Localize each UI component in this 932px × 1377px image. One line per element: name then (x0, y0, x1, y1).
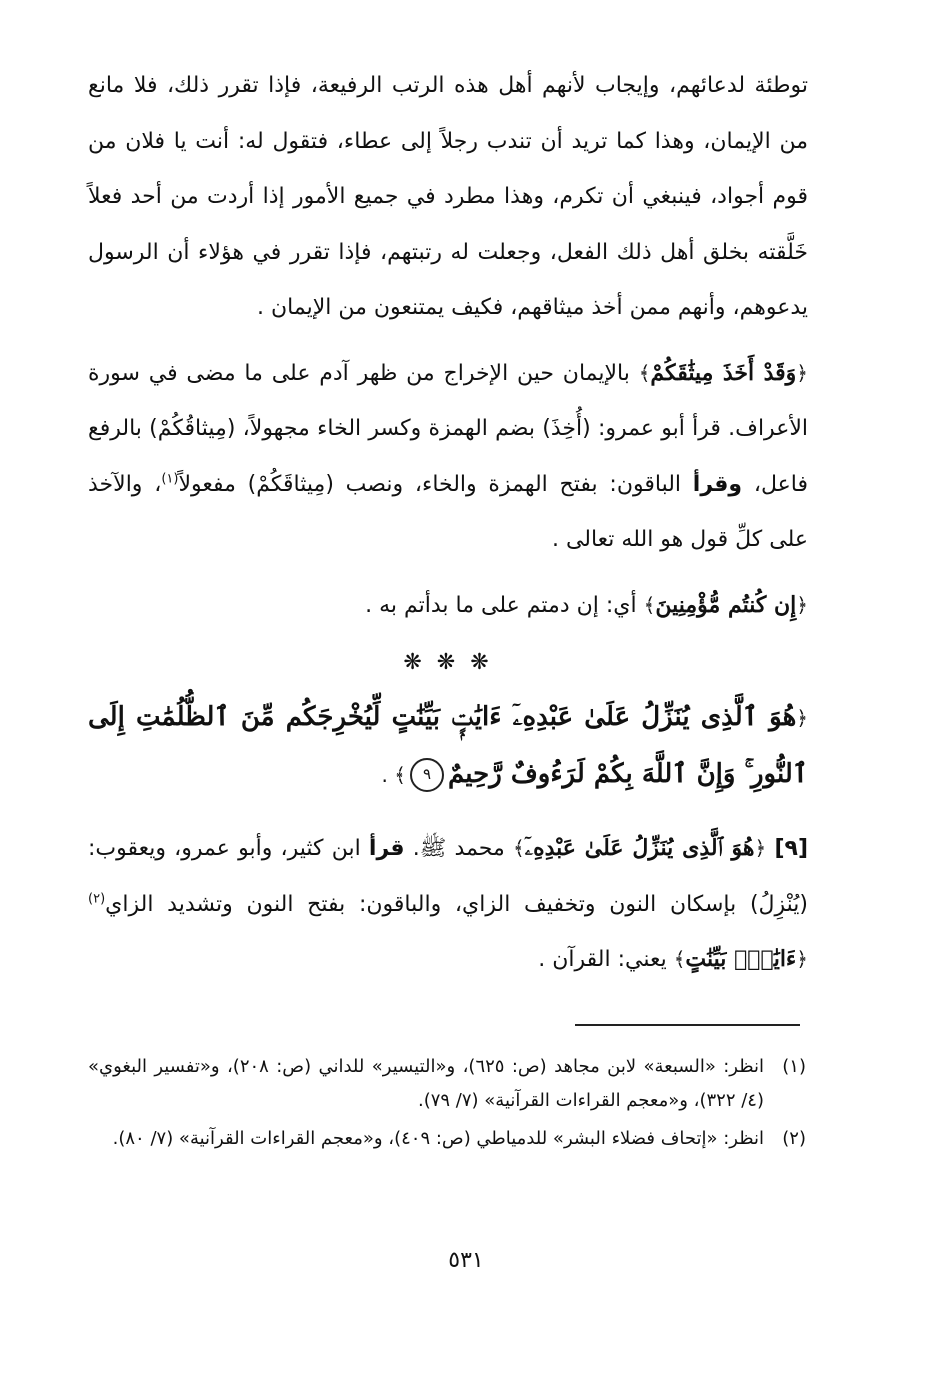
paragraph-3-text: أي: إن دمتم على ما بدأتم به . (365, 592, 644, 618)
paragraph-4-bold: قرأ (368, 836, 405, 861)
footnote-1 (88, 1050, 806, 1118)
quran-open-bracket: ﴿ (796, 592, 808, 617)
section-separator-stars: ❋ ❋ ❋ (403, 650, 493, 675)
quran-quote-mithaqakum: وَقَدْ أَخَذَ مِيثَٰقَكُمْ (650, 359, 797, 386)
quran-verse-text: هُوَ ٱلَّذِى يُنَزِّلُ عَلَىٰ عَبْدِهِۦٓ ءَايَٰتٍۭ بَيِّنَٰتٍ لِّيُخْرِجَكُم مِّنَ ٱلظُّلُمَٰتِ إِلَى ٱلنُّورِ ۚ وَإِنَّ ٱللَّهَ بِكُمْ لَرَءُوفٌ رَّحِيمٌ (88, 702, 808, 789)
quran-quote-abdihi: هُوَ ٱلَّذِى يُنَزِّلُ عَلَىٰ عَبْدِهِۦٓ (524, 835, 755, 861)
ayah-number-badge: ٩ (410, 758, 444, 792)
footnote-marker: (٢) (782, 1128, 806, 1149)
paragraph-2-text-b: الباقون: بفتح الهمزة والخاء، ونصب (مِيثاقَكُمْ) مفعولاً (178, 471, 693, 497)
page-body (88, 58, 808, 988)
footnote-text: انظر: «السبعة» لابن مجاهد (ص: ٦٢٥)، و«التيسير» للداني (ص: ٢٠٨)، و«تفسير البغوي» (٤/ ٣٢٢)، و«معجم القراءات القرآنية» (٧/ ٧٩). (88, 1056, 764, 1111)
paragraph-2-bold: وقرأ (692, 471, 743, 497)
paragraph-1-text: توطئة لدعائهم، وإيجاب لأنهم أهل هذه الرتب الرفيعة، فإذا تقرر ذلك، فلا مانع من الإيمان، وهذا كما تريد أن تندب رجلاً إلى عطاء، فتقول له: أنت يا فلان من قوم أجواد، فينبغي أن تكرم، وهذا مطرد في جميع الأمور إذا أردت من أحد فعلاً خَلَّقته بخلق أهل ذلك الفعل، وجعلت له رتبتهم، فإذا تقرر في هؤلاء أن الرسول يدعوهم، وأنهم ممن أخذ ميثاقهم، فكيف يمتنعون من الإيمان . (88, 73, 808, 320)
quran-quote-ayat: ءَايَٰتٍۭ بَيِّنَٰتٍ (685, 946, 797, 972)
quran-close-bracket: ﴾ (512, 836, 525, 860)
paragraph-1 (88, 58, 808, 336)
quran-close-bracket: ﴾ (673, 947, 686, 971)
footnote-text: انظر: «إتحاف فضلاء البشر» للدمياطي (ص: ٤٠٩)، و«معجم القراءات القرآنية» (٧/ ٨٠). (112, 1128, 764, 1149)
paragraph-2-text-c: ، والآخذ على كلِّ قول هو الله تعالى . (88, 471, 808, 552)
page-number: ٥٣١ (448, 1248, 484, 1273)
paragraph-4 (88, 821, 808, 988)
quran-close-bracket: ﴾ (643, 592, 656, 617)
quran-open-bracket: ﴿ (796, 360, 808, 385)
paragraph-4-text-c: يعني: القرآن . (538, 947, 674, 972)
paragraph-2 (88, 346, 808, 568)
paragraph-2-text-a: بالإيمان حين الإخراج من ظهر آدم على ما مضى في سورة الأعراف. قرأ أبو عمرو: (أُخِذَ) بضم الهمزة وكسر الخاء مجهولاً، (مِيثاقُكُمْ) بالرفع فاعل، (88, 360, 808, 497)
footnote-marker: (١) (782, 1056, 806, 1077)
paragraph-3 (88, 578, 808, 634)
quran-open-bracket: ﴿ (796, 947, 808, 971)
quran-close-bracket: ﴾ . (381, 763, 406, 787)
quran-verse-block (88, 689, 808, 803)
paragraph-4-text-a: محمد ﷺ. (404, 836, 513, 861)
quran-close-bracket: ﴾ (638, 360, 651, 385)
paragraph-4-text-b: ابن كثير، وأبو عمرو، ويعقوب: (يُنْزِلُ) بإسكان النون وتخفيف الزاي، والباقون: بفتح النون وتشديد الزاي (88, 836, 808, 917)
quran-open-bracket: ﴿ (796, 706, 808, 730)
footnotes (88, 1050, 806, 1160)
quran-open-bracket: ﴿ (754, 836, 767, 860)
footnote-2 (88, 1122, 806, 1156)
footnote-ref-2[interactable]: (٢) (88, 891, 106, 907)
quran-quote-mominin: إِن كُنتُم مُّؤْمِنِينَ (655, 591, 797, 618)
verse-number-label: [٩] (774, 836, 808, 861)
footnote-ref-1[interactable]: (١) (161, 471, 179, 487)
footnote-divider (575, 1024, 800, 1026)
